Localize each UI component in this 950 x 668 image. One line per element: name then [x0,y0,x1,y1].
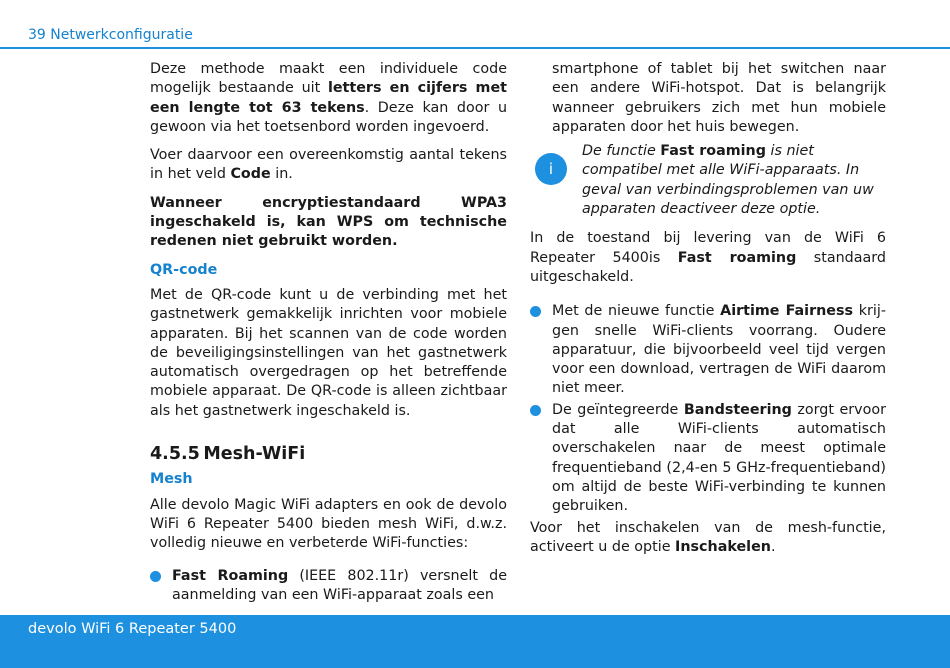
info-icon: i [535,153,567,185]
paragraph-code-method: Deze methode maakt een individuele code mogelijk bestaande uit letters en cijfers met een lengte tot 63 tekens. Deze kan door u gewoon via het toetsenbord worden ingevoerd. [150,61,508,135]
paragraph-fast-roaming-continued: smartphone of tablet bij het switchen naar een andere WiFi-hotspot. Dat is belangrijk wanneer gebruikers zich met hun mobiele apparaten door het huis bewegen. [552,61,886,135]
left-column [150,60,507,605]
section-title: 4.5.5 Mesh-WiFi [150,444,306,465]
page-header-title: 39 Netwerkconfiguratie [28,27,193,43]
bullet-airtime-fairness: Met de nieuwe functie Airtime Fairness krijgen snelle WiFi-clients voorrang. Oudere apparatuur, die bijvoorbeeld veel tijd vergen voor een download, vertragen de WiFi daarom niet meer. [530,302,886,398]
bullet-fast-roaming: Fast Roaming (IEEE 802.11r) versnelt de aanmelding van een WiFi-apparaat zoals een [150,567,507,606]
paragraph-code-field: Voer daarvoor een overeenkomstig aantal tekens in het veld Code in. [150,147,507,183]
bullet-bandsteering: De geïntegreerde Bandsteering zorgt ervoor dat alle WiFi-clients automatisch overschakelen naar de meest optimale frequentieband (2,4-en 5 GHz-frequentieband) om altijd de beste WiFi-verbinding te kunnen gebruiken. [530,401,886,517]
mesh-heading: Mesh [150,471,193,488]
footer-product-name: devolo WiFi 6 Repeater 5400 [28,621,237,637]
info-note: i De functie Fast roaming is niet compatibel met alle WiFi-apparaats. In geval van verbindingsproblemen van uw apparaten deactiveer deze optie. [530,142,886,219]
bullet-dot-icon [530,306,541,317]
paragraph-default-state: In de toestand bij levering van de WiFi 6 Repeater 5400is Fast roaming standaard uitgeschakeld. [530,230,886,285]
bullet-dot-icon [150,571,161,582]
paragraph-mesh-intro: Alle devolo Magic WiFi adapters en ook de devolo WiFi 6 Repeater 5400 bieden mesh WiFi, d.w.z. volledig nieuwe en verbeterde WiFi-functies: [150,496,507,552]
right-column [530,60,886,566]
paragraph-activate-mesh: Voor het inschakelen van de mesh-functie, activeert u de optie Inschakelen. [530,519,886,555]
footer-bar [0,615,950,668]
qr-code-heading: QR-code [150,261,218,278]
bullet-dot-icon [530,405,541,416]
paragraph-qr-code: Met de QR-code kunt u de verbinding met het gastnetwerk gemakkelijk inrichten voor mobiele apparaten. Bij het scannen van de code worden de beveiligingsinstellingen van het gastnetwerk automatisch overgedragen op het betreffende mobiele apparaat. De QR-code is alleen zichtbaar als het gastnetwerk ingeschakeld is. [150,286,507,419]
paragraph-wpa3-warning: Wanneer encryptiestandaard WPA3 ingeschakeld is, kan WPS om technische redenen niet gebruikt worden. [150,194,507,250]
header-divider [0,47,950,49]
